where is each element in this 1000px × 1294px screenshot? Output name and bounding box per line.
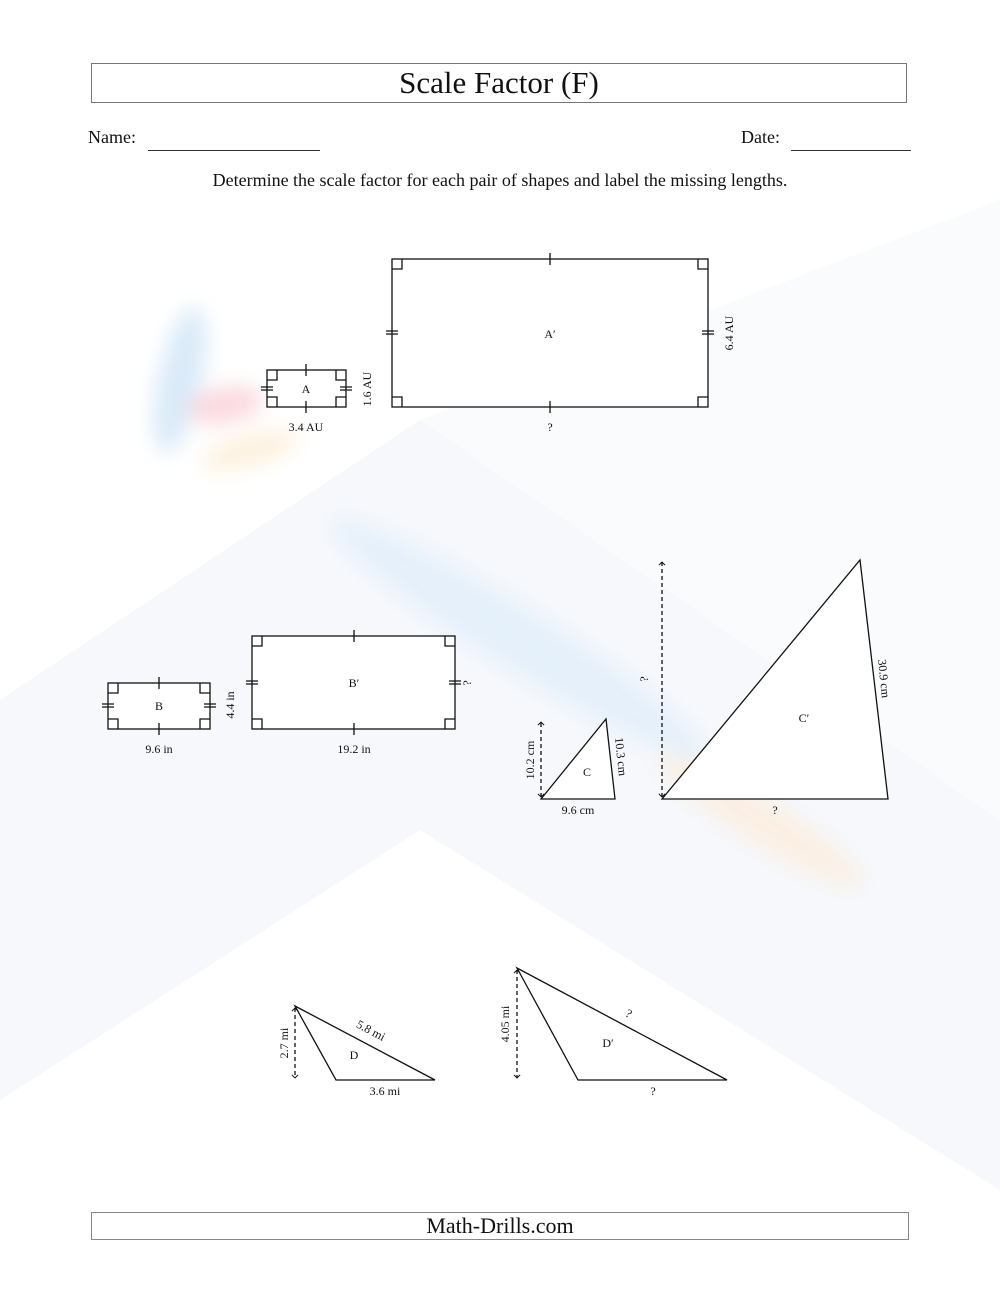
shape-c-base: 9.6 cm xyxy=(561,803,595,817)
shape-d-prime-triangle xyxy=(517,968,727,1080)
shape-a-prime-height: 6.4 AU xyxy=(722,315,736,351)
shape-d-side: 5.8 mi xyxy=(354,1017,388,1044)
page-title: Scale Factor (F) xyxy=(91,63,907,103)
instructions: Determine the scale factor for each pair of shapes and label the missing lengths. xyxy=(212,170,788,190)
shape-d-prime-height: 4.05 mi xyxy=(498,1005,512,1043)
shape-c-prime-base: ? xyxy=(772,803,778,817)
shape-d-prime-label: D′ xyxy=(602,1036,614,1050)
shape-b-prime-height: ? xyxy=(460,680,474,686)
shape-a-label: A xyxy=(301,382,311,396)
shape-c-height: 10.2 cm xyxy=(523,740,537,780)
shape-a-width: 3.4 AU xyxy=(288,420,324,434)
shape-a-prime-width: ? xyxy=(547,420,553,434)
shape-d-height: 2.7 mi xyxy=(277,1027,291,1059)
shape-a-height: 1.6 AU xyxy=(360,371,374,407)
shape-c-prime-height: ? xyxy=(637,676,651,682)
shape-a-prime-label: A′ xyxy=(544,327,556,341)
shape-c-prime-side: 30.9 cm xyxy=(874,658,893,699)
shape-d-label: D xyxy=(349,1048,359,1062)
shape-c-prime-triangle xyxy=(662,560,888,799)
shape-c-prime-label: C′ xyxy=(798,711,810,725)
date-label: Date: xyxy=(741,127,780,147)
footer-site-name: Math-Drills.com xyxy=(91,1212,909,1240)
shape-d-base: 3.6 mi xyxy=(369,1084,401,1098)
shape-c-side: 10.3 cm xyxy=(611,736,630,777)
name-label: Name: xyxy=(88,127,136,147)
shape-b-width: 9.6 in xyxy=(145,742,173,756)
shape-d-prime-side: ? xyxy=(623,1006,635,1021)
shape-b-prime-width: 19.2 in xyxy=(337,742,371,756)
shape-b-height: 4.4 in xyxy=(223,691,237,719)
shape-c-label: C xyxy=(582,765,592,779)
shape-d-triangle xyxy=(295,1006,435,1080)
shape-c-triangle xyxy=(541,719,615,799)
shape-d-prime-base: ? xyxy=(650,1084,656,1098)
shape-b-label: B xyxy=(154,699,164,713)
shape-b-prime-label: B′ xyxy=(348,676,360,690)
